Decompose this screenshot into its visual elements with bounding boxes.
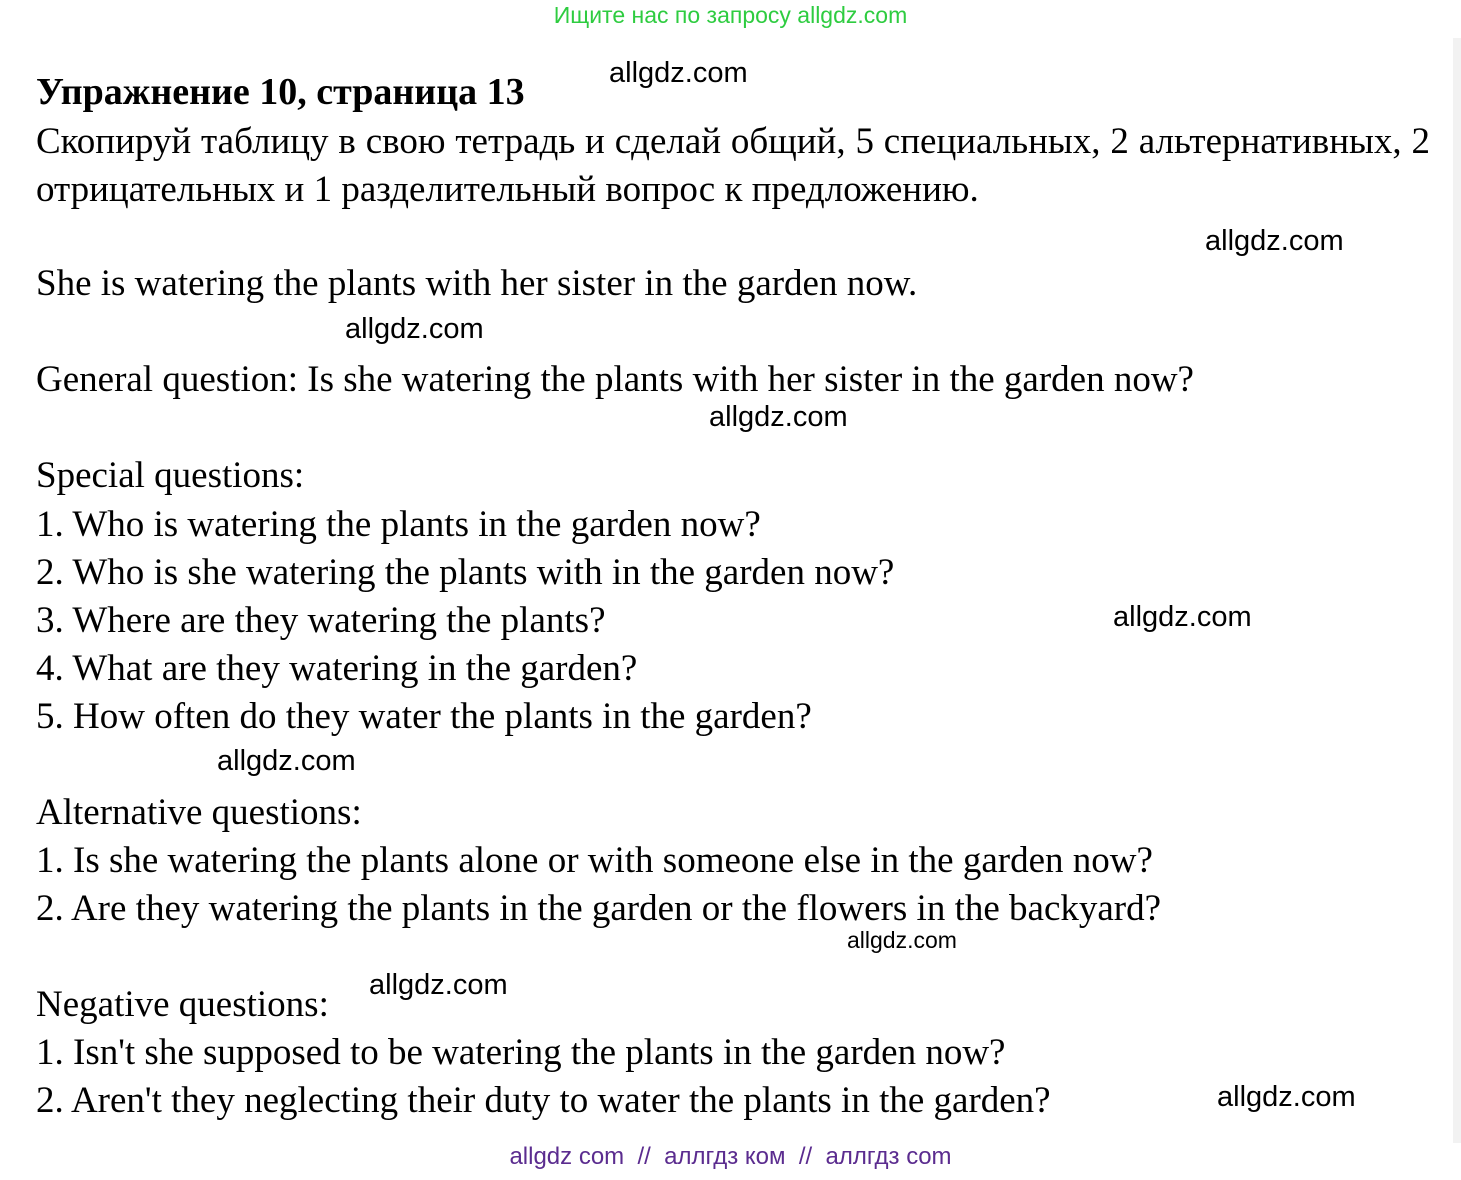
special-question-1: 1. Who is watering the plants in the garden now? — [36, 504, 761, 545]
special-heading: Special questions: — [36, 455, 305, 496]
special-question-2: 2. Who is she watering the plants with in the garden now? — [36, 552, 895, 593]
watermark: allgdz.com — [345, 313, 484, 345]
watermark: allgdz.com — [1113, 601, 1252, 633]
top-banner[interactable]: Ищите нас по запросу allgdz.com — [553, 2, 908, 28]
source-sentence: She is watering the plants with her sister in the garden now. — [36, 263, 918, 304]
alternative-heading: Alternative questions: — [36, 792, 362, 833]
watermark: allgdz.com — [709, 401, 848, 433]
special-question-5: 5. How often do they water the plants in the garden? — [36, 696, 812, 737]
exercise-title: Упражнение 10, страница 13 — [36, 71, 525, 113]
negative-question-1: 1. Isn't she supposed to be watering the plants in the garden now? — [36, 1032, 1006, 1073]
negative-heading: Negative questions: — [36, 984, 329, 1025]
bottom-banner[interactable]: allgdz com // аллгдз ком // аллгдз com — [509, 1143, 952, 1170]
task-text: Скопируй таблицу в свою тетрадь и сделай общий, 5 специальных, 2 альтернативных, 2 отрицательных и 1 разделительный вопрос к предложению. — [36, 121, 1430, 210]
negative-question-2: 2. Aren't they neglecting their duty to water the plants in the garden? — [36, 1080, 1051, 1121]
watermark: allgdz.com — [217, 745, 356, 777]
watermark: allgdz.com — [1205, 225, 1344, 257]
watermark: allgdz.com — [847, 927, 957, 953]
page-edge — [1453, 38, 1461, 1143]
watermark: allgdz.com — [1217, 1081, 1356, 1113]
alternative-question-2: 2. Are they watering the plants in the garden or the flowers in the backyard? — [36, 888, 1162, 929]
alternative-question-1: 1. Is she watering the plants alone or with someone else in the garden now? — [36, 840, 1153, 881]
general-question: General question: Is she watering the plants with her sister in the garden now? — [36, 359, 1194, 400]
special-question-3: 3. Where are they watering the plants? — [36, 600, 606, 641]
watermark: allgdz.com — [609, 57, 748, 89]
special-question-4: 4. What are they watering in the garden? — [36, 648, 638, 689]
watermark: allgdz.com — [369, 969, 508, 1001]
